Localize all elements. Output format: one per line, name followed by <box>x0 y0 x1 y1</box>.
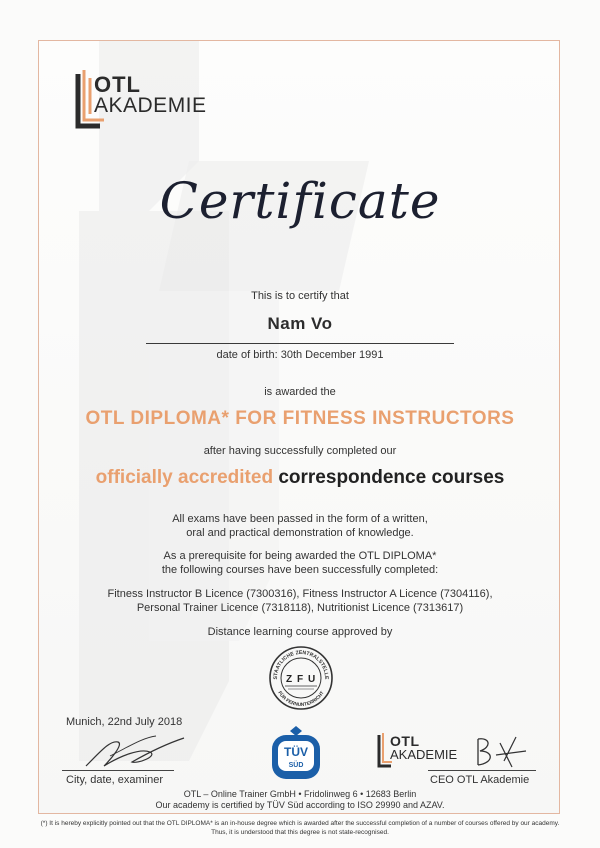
ceo-signature-line <box>428 770 536 771</box>
zfu-letter-f: F <box>297 674 304 685</box>
zfu-seal-icon <box>268 645 334 711</box>
courses-accent-text: officially accredited <box>95 467 274 488</box>
logo-small-text-otl: OTL <box>390 733 420 749</box>
ceo-caption: CEO OTL Akademie <box>430 774 530 786</box>
diploma-title: OTL DIPLOMA* FOR FITNESS INSTRUCTORS <box>85 408 515 429</box>
recipient-name: Nam Vo <box>267 314 333 333</box>
fineprint-line-2: Thus, it is understood that this degree is not state-recognised. <box>211 829 389 836</box>
footer-certification: Our academy is certified by TÜV Süd according to ISO 29990 and AZAV. <box>155 800 445 810</box>
date-of-birth: date of birth: 30th December 1991 <box>216 349 384 361</box>
footer-address: OTL – Online Trainer GmbH • Fridolinweg 6 • 12683 Berlin <box>183 789 417 799</box>
fineprint <box>0 819 600 837</box>
tuv-sub-text: SÜD <box>288 762 304 769</box>
prereq-line-1: As a prerequisite for being awarded the OTL DIPLOMA* <box>163 550 437 562</box>
tuv-certification-badge <box>268 725 324 783</box>
zfu-ring-bottom: FÜR FERNUNTERRICHT <box>276 690 326 709</box>
fineprint-line-1: (*) It is hereby explicitly pointed out that the OTL DIPLOMA* is an in-house degree which is awarded after the successful completion of a number of courses offered by our academy. <box>40 820 560 827</box>
exams-line-2: oral and practical demonstration of knowledge. <box>186 527 414 539</box>
exams-line-1: All exams have been passed in the form of a written, <box>172 513 428 525</box>
approved-text: Distance learning course approved by <box>207 626 393 638</box>
otl-akademie-logo-small <box>376 733 486 773</box>
completed-text: after having successfully completed our <box>203 445 397 457</box>
examiner-signature <box>80 726 190 774</box>
certify-text: This is to certify that <box>251 290 349 302</box>
courses-rest-text: correspondence courses <box>278 467 505 488</box>
licences-line-2: Personal Trainer Licence (7318118), Nutritionist Licence (7313617) <box>136 602 464 614</box>
courses-heading <box>0 467 600 489</box>
logo-small-text-akademie: AKADEMIE <box>390 747 458 762</box>
zfu-ring-top: STAATLICHE ZENTRALSTELLE <box>272 649 330 680</box>
place-date: Munich, 22nd July 2018 <box>66 716 183 728</box>
logo-text-akademie: AKADEMIE <box>94 94 207 117</box>
examiner-caption: City, date, examiner <box>66 774 164 786</box>
otl-akademie-logo <box>74 70 234 132</box>
zfu-letter-z: Z <box>286 674 293 685</box>
name-underline <box>146 343 454 344</box>
logo-text-otl: OTL <box>94 72 141 97</box>
svg-text:FÜR FERNUNTERRICHT <box>276 690 325 708</box>
zfu-letter-u: U <box>308 674 316 685</box>
certificate-title: Certificate <box>159 172 441 230</box>
prereq-line-2: the following courses have been successfully completed: <box>161 564 439 576</box>
tuv-main-text: TÜV <box>284 745 308 759</box>
ceo-signature <box>472 733 530 771</box>
awarded-text: is awarded the <box>264 386 336 398</box>
licences-line-1: Fitness Instructor B Licence (7300316), Fitness Instructor A Licence (7304116), <box>107 588 493 600</box>
examiner-signature-line <box>62 770 174 771</box>
